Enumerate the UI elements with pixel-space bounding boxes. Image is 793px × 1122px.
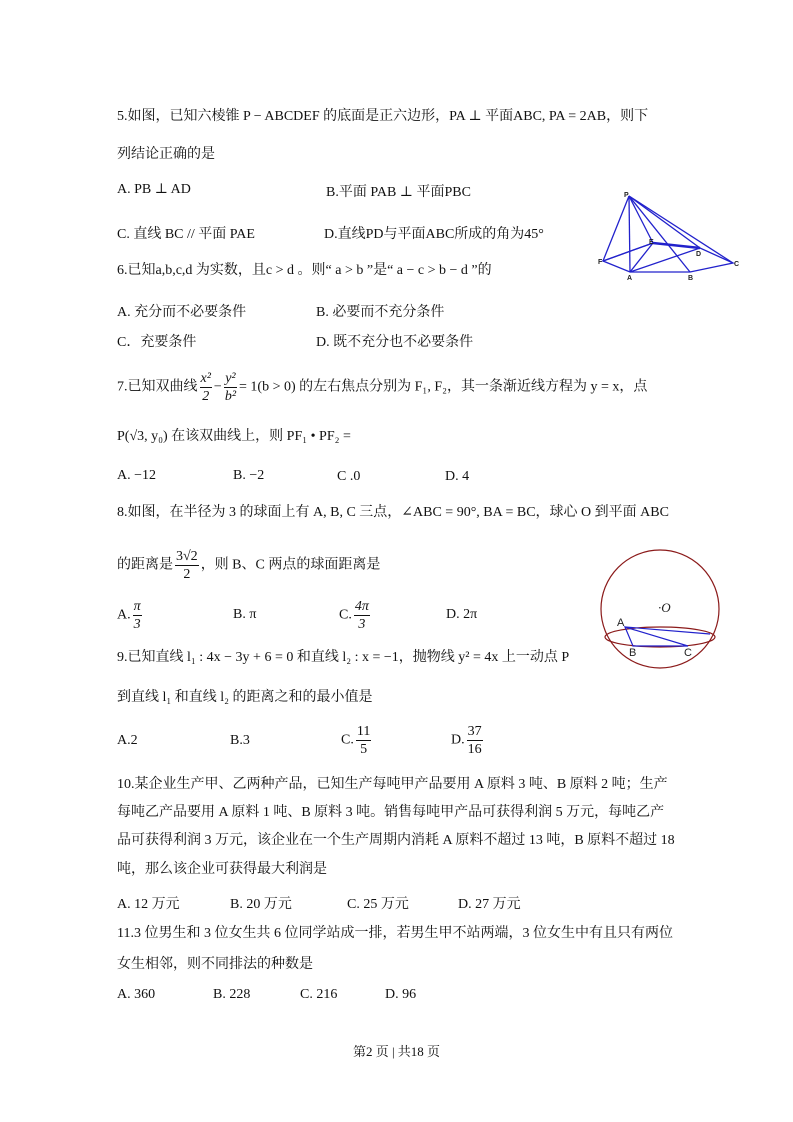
fraction bbox=[356, 723, 371, 758]
q7-stem-line1 bbox=[117, 370, 647, 405]
q7-option-a: A. −12 bbox=[117, 468, 157, 483]
denominator: 3 bbox=[133, 617, 141, 632]
q9-option-d bbox=[451, 723, 485, 758]
numerator: π bbox=[133, 599, 141, 614]
sphere-label-c: C bbox=[684, 647, 692, 659]
label: A. bbox=[117, 607, 131, 623]
numerator: x² bbox=[200, 371, 211, 386]
q11-option-c: C. 216 bbox=[300, 987, 338, 1002]
numerator: 3√2 bbox=[176, 549, 198, 564]
q8-option-c bbox=[339, 598, 372, 633]
q10-line2: 每吨乙产品要用 A 原料 1 吨、B 原料 3 吨。销售每吨甲产品可获得利润 5 万元，每吨乙产 bbox=[117, 805, 665, 820]
q7-stem-line2: P(√3, y₀) 在该双曲线上，则 PF₁ • PF₂ = bbox=[117, 429, 351, 444]
numerator: 37 bbox=[467, 724, 482, 739]
q6-option-a: A. 充分而不必要条件 bbox=[117, 305, 247, 320]
label: D. bbox=[451, 732, 465, 748]
sphere-label-a: A bbox=[617, 617, 625, 629]
q7-pre: 7.已知双曲线 bbox=[117, 379, 198, 395]
denominator: 3 bbox=[358, 617, 366, 632]
fraction-3root2-over-2 bbox=[175, 548, 199, 583]
q9-stem-line1: 9.已知直线 l₁ : 4x − 3y + 6 = 0 和直线 l₂ : x = −1，抛物线 y² = 4x 上一动点 P bbox=[117, 650, 570, 665]
q5-option-b: B.平面 PAB ⊥ 平面PBC bbox=[326, 185, 471, 200]
q8-pre: 的距离是 bbox=[117, 557, 173, 573]
q6-option-c: C．充要条件 bbox=[117, 335, 197, 350]
q7-option-b: B. −2 bbox=[233, 468, 265, 483]
q6-option-b: B. 必要而不充分条件 bbox=[316, 305, 445, 320]
denominator: 16 bbox=[467, 742, 482, 757]
q6-stem: 6.已知a,b,c,d 为实数，且c > d 。则“ a > b ”是“ a − c > b − d ”的 bbox=[117, 263, 492, 278]
q5-option-a: A. PB ⊥ AD bbox=[117, 182, 191, 197]
denominator: b² bbox=[224, 389, 237, 404]
fraction bbox=[354, 598, 370, 633]
q5-option-c: C. 直线 BC // 平面 PAE bbox=[117, 227, 255, 242]
q7-option-c: C .0 bbox=[337, 469, 361, 484]
fraction-y2-over-b2 bbox=[224, 370, 237, 405]
q10-option-b: B. 20 万元 bbox=[230, 897, 292, 912]
q10-option-c: C. 25 万元 bbox=[347, 897, 409, 912]
q5-stem-line2: 列结论正确的是 bbox=[117, 147, 215, 162]
q9-stem-line2: 到直线 l₁ 和直线 l₂ 的距离之和的最小值是 bbox=[117, 690, 373, 705]
q5-option-d: D.直线PD与平面ABC所成的角为45° bbox=[324, 227, 544, 242]
q10-line4: 吨，那么该企业可获得最大利润是 bbox=[117, 862, 327, 877]
q9-option-c bbox=[341, 723, 373, 758]
label: C. bbox=[339, 607, 352, 623]
denominator: 2 bbox=[202, 389, 210, 404]
q8-option-d: D. 2π bbox=[446, 607, 478, 622]
numerator: 11 bbox=[356, 724, 371, 739]
q11-option-b: B. 228 bbox=[213, 987, 251, 1002]
q8-option-b: B. π bbox=[233, 607, 257, 622]
fig-label-f: F bbox=[598, 259, 603, 266]
numerator: y² bbox=[225, 371, 236, 386]
fig-label-c: C bbox=[734, 261, 740, 268]
q9-option-a: A.2 bbox=[117, 733, 138, 748]
q7-post: = 1(b > 0) 的左右焦点分别为 F₁, F₂，其一条渐近线方程为 y = x，点 bbox=[239, 379, 648, 395]
page-footer: 第2 页 | 共18 页 bbox=[352, 1044, 441, 1059]
fig-label-a: A bbox=[627, 275, 633, 282]
fig-label-b: B bbox=[688, 275, 694, 282]
pyramid-figure bbox=[603, 196, 733, 272]
denominator: 5 bbox=[360, 742, 368, 757]
sphere-label-b: B bbox=[629, 647, 637, 659]
q10-line1: 10.某企业生产甲、乙两种产品，已知生产每吨甲产品要用 A 原料 3 吨、B 原料 2 吨；生产 bbox=[117, 777, 668, 792]
minus-sign: − bbox=[213, 379, 222, 395]
q8-stem-line2 bbox=[117, 548, 380, 583]
q8-stem-line1: 8.如图，在半径为 3 的球面上有 A, B, C 三点，∠ABC = 90°, BA = BC，球心 O 到平面 ABC bbox=[117, 505, 669, 520]
fig-label-e: E bbox=[649, 239, 654, 246]
label: C. bbox=[341, 732, 354, 748]
q10-option-a: A. 12 万元 bbox=[117, 897, 180, 912]
q10-line3: 品可获得利润 3 万元，该企业在一个生产周期内消耗 A 原料不超过 13 吨，B 原料不超过 18 bbox=[117, 833, 675, 848]
q9-option-b: B.3 bbox=[230, 733, 250, 748]
q7-option-d: D. 4 bbox=[445, 469, 470, 484]
fraction bbox=[133, 598, 142, 633]
numerator: 4π bbox=[354, 599, 369, 614]
fraction-x2-over-2 bbox=[200, 370, 212, 405]
q6-option-d: D. 既不充分也不必要条件 bbox=[316, 335, 474, 350]
fig-label-d: D bbox=[696, 251, 702, 258]
fraction bbox=[467, 723, 483, 758]
q11-line2: 女生相邻，则不同排法的种数是 bbox=[117, 957, 313, 972]
q8-post: ，则 B、C 两点的球面距离是 bbox=[200, 557, 381, 573]
sphere-label-o: ·O bbox=[658, 600, 671, 615]
q10-option-d: D. 27 万元 bbox=[458, 897, 521, 912]
q11-option-a: A. 360 bbox=[117, 987, 156, 1002]
q11-line1: 11.3 位男生和 3 位女生共 6 位同学站成一排，若男生甲不站两端，3 位女生中有且只有两位 bbox=[117, 926, 673, 941]
q5-stem-line1: 5.如图，已知六棱锥 P − ABCDEF 的底面是正六边形，PA ⊥ 平面ABC, PA = 2AB，则下 bbox=[117, 109, 649, 124]
denominator: 2 bbox=[183, 567, 191, 582]
fig-label-p: P bbox=[624, 192, 629, 199]
q8-option-a bbox=[117, 598, 144, 633]
q11-option-d: D. 96 bbox=[385, 987, 417, 1002]
